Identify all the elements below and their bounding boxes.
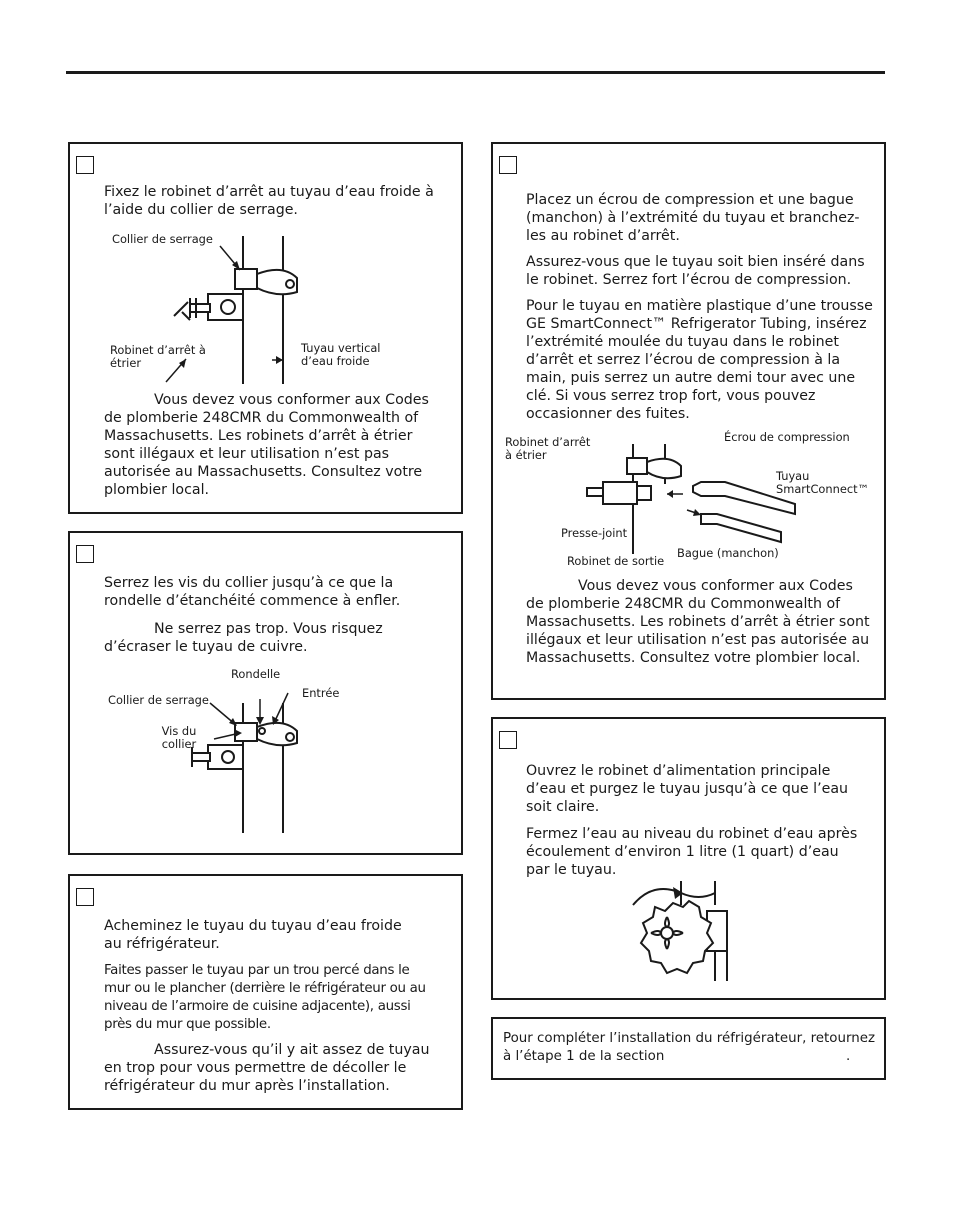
step-paragraph-3: Assurez-vous qu’il y ait assez de tuyau en trop pour vous permettre de décoller le réfrigérateur du mur après l’installation. bbox=[104, 1042, 430, 1094]
step-paragraph-2: Fermez l’eau au niveau du robinet d’eau après écoulement d’environ 1 litre (1 quart) d’eau par le tuyau. bbox=[526, 826, 858, 878]
label-pipe: Tuyau vertical d’eau froide bbox=[301, 341, 381, 368]
step-checkbox[interactable] bbox=[499, 731, 517, 749]
step-instruction: Fixez le robinet d’arrêt au tuyau d’eau froide à l’aide du collier de serrage. bbox=[104, 184, 434, 218]
step-paragraph-2: Faites passer le tuyau par un trou percé dans le mur ou le plancher (derrière le réfrigérateur ou au niveau de l’armoire de cuisine adjacente), aussi près du mur que possible. bbox=[104, 963, 426, 1032]
label-ferrule: Bague (manchon) bbox=[677, 546, 779, 560]
step-checkbox[interactable] bbox=[76, 156, 94, 174]
label-clamp: Collier de serrage bbox=[112, 232, 213, 246]
label-tubing: Tuyau SmartConnect™ bbox=[776, 469, 869, 496]
label-valve: Robinet d’arrêt à étrier bbox=[110, 343, 206, 370]
water-valve-handle-illustration bbox=[625, 881, 735, 981]
label-clamp: Collier de serrage bbox=[108, 693, 209, 707]
label-washer: Rondelle bbox=[231, 667, 281, 681]
completion-line-end: . bbox=[846, 1049, 851, 1064]
step-paragraph-1: Placez un écrou de compression et une bague (manchon) à l’extrémité du tuyau et branchez-les au robinet d’arrêt. bbox=[526, 192, 860, 244]
label-inlet: Entrée bbox=[302, 686, 340, 700]
warning-note: Vous devez vous conformer aux Codes de plomberie 248CMR du Commonwealth of Massachusetts. Les robinets d’arrêt à étrier sont illégaux et leur utilisation n’est pas autorisée au Massachusetts. Consultez votre plombier local. bbox=[104, 392, 429, 498]
step-paragraph-1: Ouvrez le robinet d’alimentation principale d’eau et purgez le tuyau jusqu’à ce que l’eau soit claire. bbox=[526, 763, 849, 815]
step-box-attach-valve bbox=[68, 142, 463, 514]
step-paragraph-2: Assurez-vous que le tuyau soit bien inséré dans le robinet. Serrez fort l’écrou de compression. bbox=[526, 254, 865, 288]
caution-text: Ne serrez pas trop. Vous risquez d’écraser le tuyau de cuivre. bbox=[104, 621, 383, 655]
step-paragraph-1: Acheminez le tuyau du tuyau d’eau froide au réfrigérateur. bbox=[104, 918, 402, 952]
label-packing: Presse-joint bbox=[561, 526, 628, 540]
label-outlet: Robinet de sortie bbox=[567, 554, 665, 568]
step-instruction: Serrez les vis du collier jusqu’à ce que la rondelle d’étanchéité commence à enfler. bbox=[104, 575, 401, 609]
completion-line-2: à l’étape 1 de la section bbox=[503, 1049, 665, 1064]
label-nut: Écrou de compression bbox=[724, 430, 850, 444]
completion-note-box bbox=[491, 1017, 886, 1080]
step-box-connect-tubing bbox=[491, 142, 886, 700]
completion-line-1: Pour compléter l’installation du réfrigérateur, retournez bbox=[503, 1031, 875, 1046]
step-paragraph-3: Pour le tuyau en matière plastique d’une trousse GE SmartConnect™ Refrigerator Tubing, insérez l’extrémité moulée du tuyau dans le robinet d’arrêt et serrez l’écrou de compression à la main, puis serrez un autre demi tour avec une clé. Si vous serrez trop fort, vous pouvez occasionner des fuites. bbox=[526, 298, 873, 422]
step-box-route-tubing bbox=[68, 874, 463, 1110]
step-checkbox[interactable] bbox=[76, 545, 94, 563]
step-box-tighten-screws bbox=[68, 531, 463, 855]
step-box-flush-line bbox=[491, 717, 886, 1000]
label-valve: Robinet d’arrêt à étrier bbox=[505, 435, 591, 462]
step-checkbox[interactable] bbox=[499, 156, 517, 174]
label-screw: Vis du collier bbox=[161, 724, 197, 751]
warning-note: Vous devez vous conformer aux Codes de plomberie 248CMR du Commonwealth of Massachusetts. Les robinets d’arrêt à étrier sont illégaux et leur utilisation n’est pas autorisée au Massachusetts. Consultez votre plombier local. bbox=[526, 578, 870, 666]
step-checkbox[interactable] bbox=[76, 888, 94, 906]
header-rule bbox=[66, 71, 885, 74]
